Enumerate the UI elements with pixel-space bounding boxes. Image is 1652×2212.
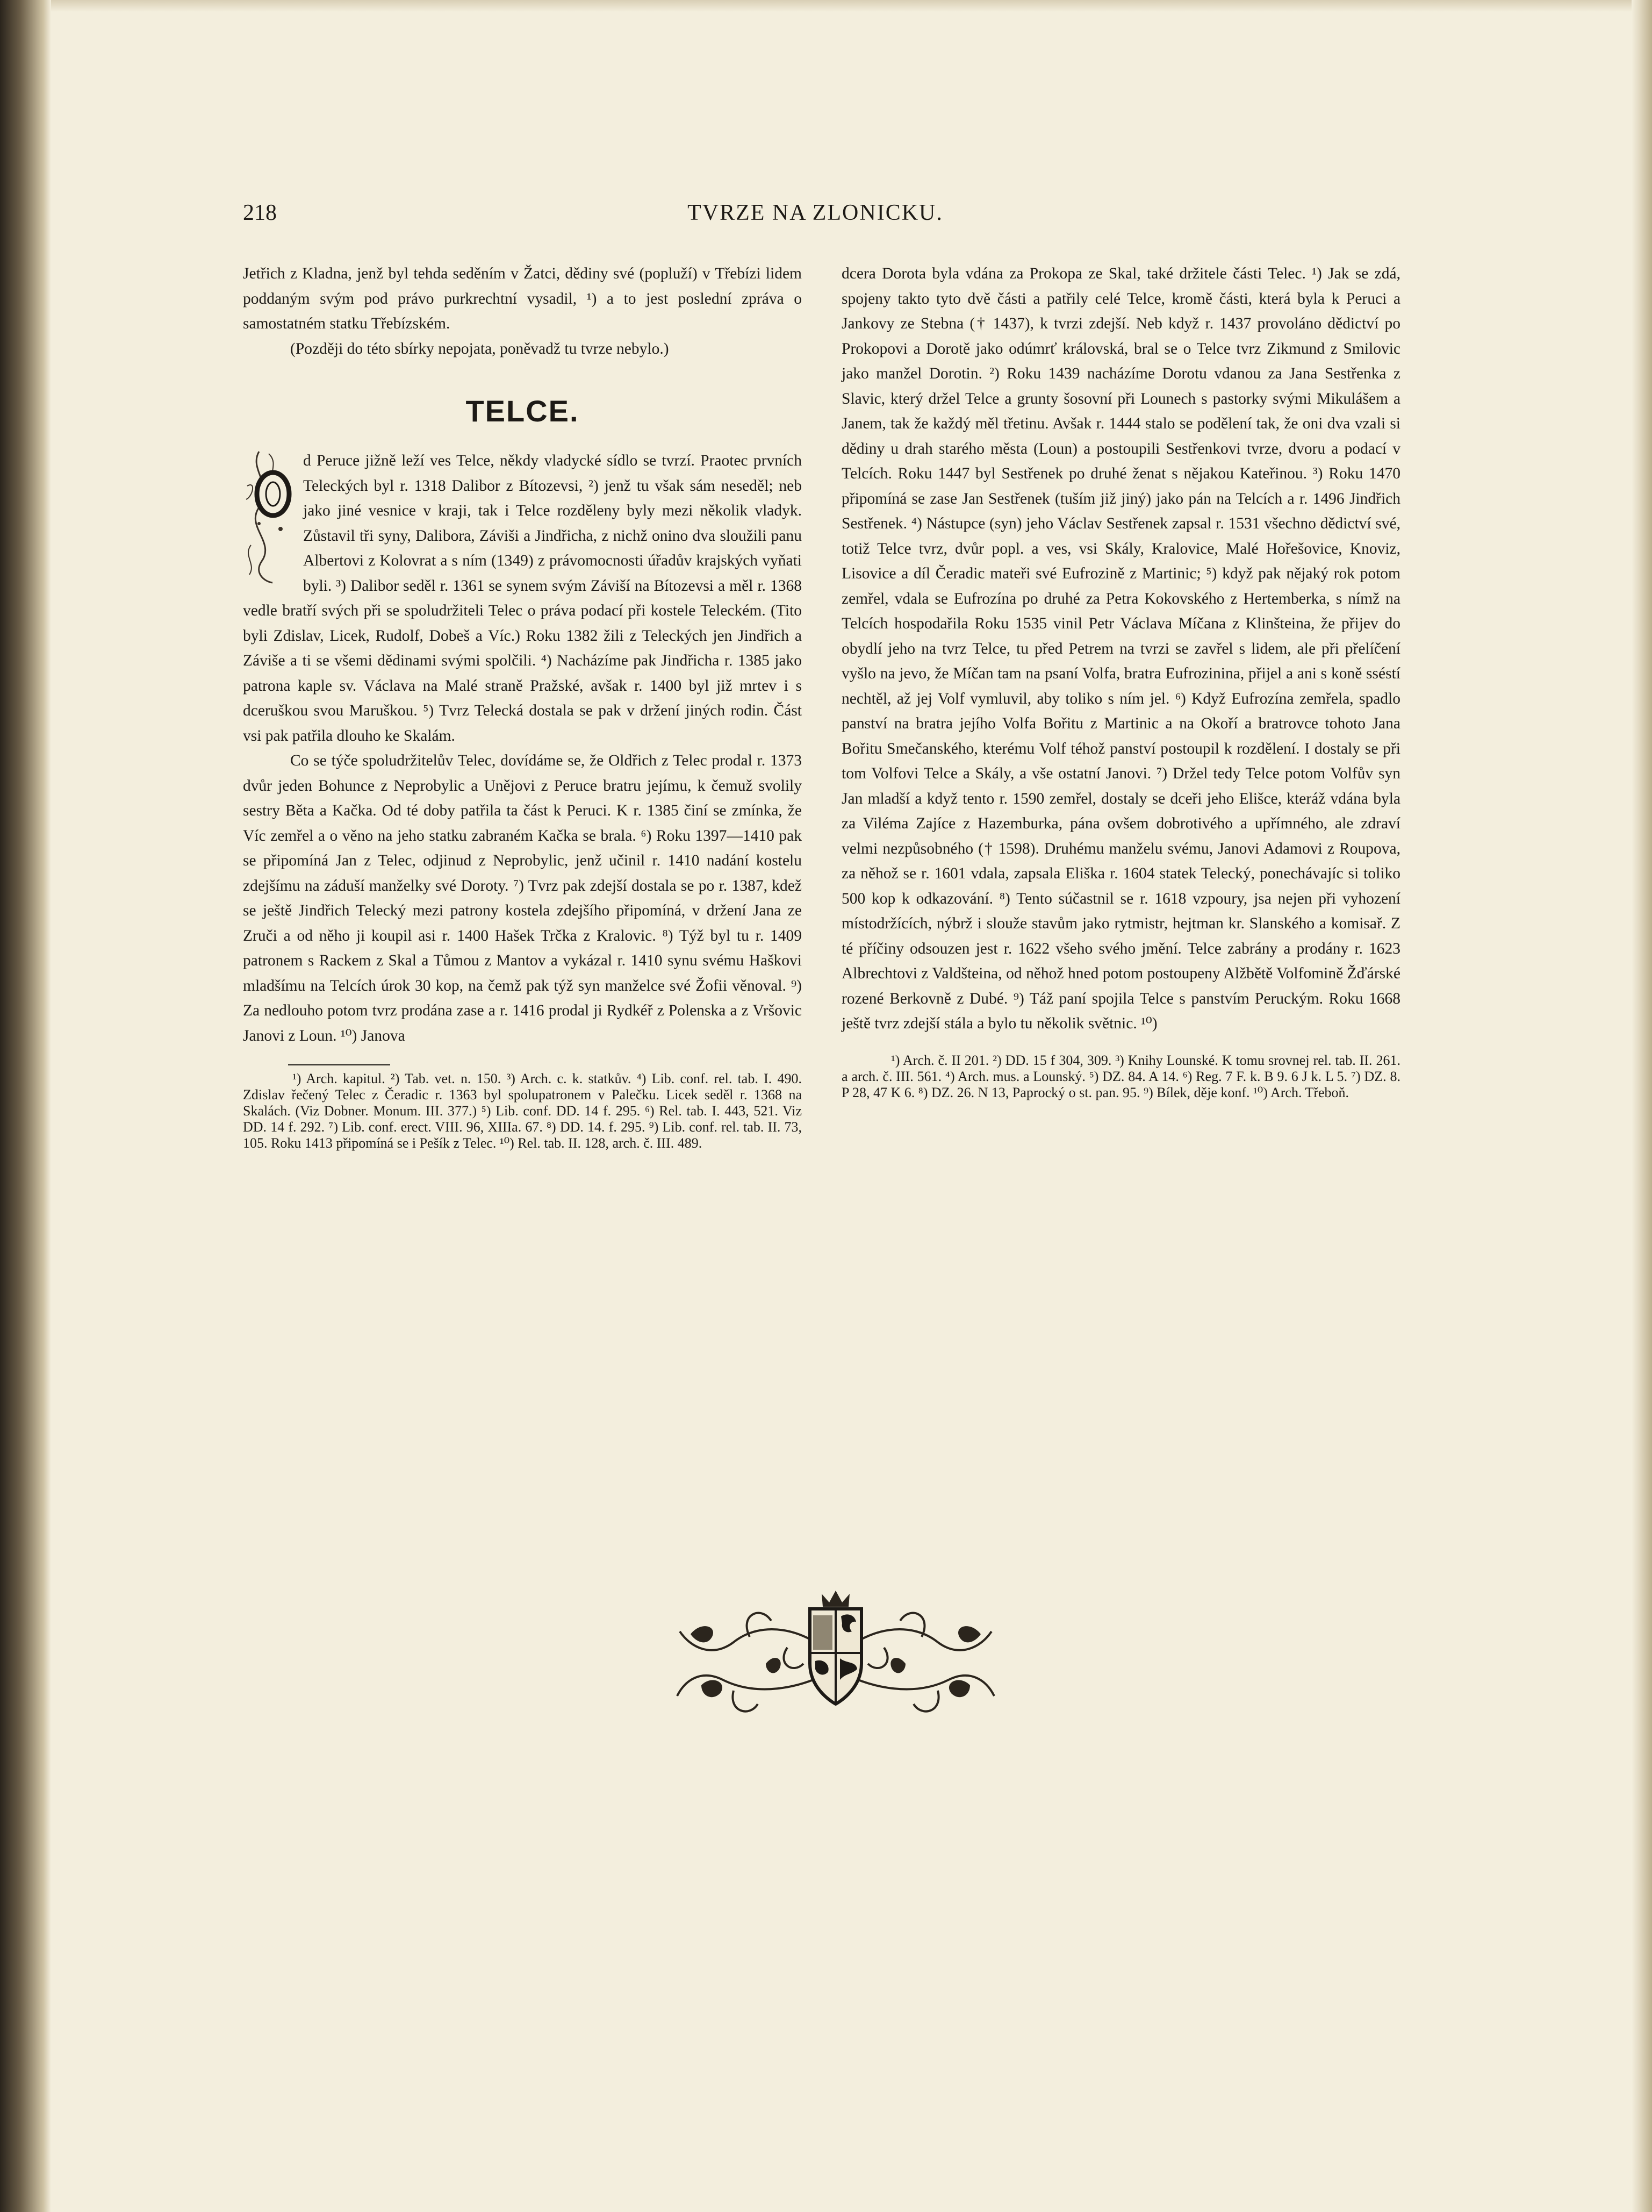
intro-note: (Později do této sbírky nepojata, poněvadž tu tvrze nebylo.) (290, 340, 669, 357)
telce-paragraph-3: dcera Dorota byla vdána za Prokopa ze Skal, také držitele části Telec. ¹) Jak se zdá, spojeny takto tyto dvě části a patřily celé Telce, kromě části, která byla k Peruci a Jankovy ze Stebna († 1437), k tvrzi zdejší. Neb když r. 1437 provoláno dědictví po Prokopovi a Dorotě jako odúmrť královská, bral se o Telce tvrz Zikmund z Smilovic jako manžel Dorotin. ²) Roku 1439 nacházíme Dorotu vdanou za Jana Sestřenka z Slavic, který držel Telce a grunty šosovní při Lounech s pastorky svými Mikulášem a Janem, tak že každý měl třetinu. Avšak r. 1444 stalo se podělení tak, že oni dva vzali si dědiny u drah starého města (Loun) a postoupili Sestřenkovi tvrze, dvoru a podací v Telcích. Roku 1447 byl Sestřenek po druhé ženat s nějakou Kateřinou. ³) Roku 1470 připomíná se zase Jan Sestřenek (tuším již jiný) jako pán na Telcích a r. 1496 Jindřich Sestřenek. ⁴) Nástupce (syn) jeho Václav Sestřenek zapsal r. 1531 všechno dědictví své, totiž Telce tvrz, dvůr popl. a ves, vsi Skály, Kralovice, Malé Hořešovice, Knoviz, Lisovice a díl Čeradic mateři své Eufrozině z Martinic; ⁵) když pak nějaký rok potom zemřel, vdala se Eufrozína po druhé za Petra Kokovského z Hertemberka, s nímž na Telcích hospodařila Roku 1535 vinil Petr Václava Míčana z Klinšteina, že přijev do obydlí jeho na tvrz Telce, tu před Petrem na tvrzi se zavřel s lidem, ale při přelíčení vyšlo na jevo, že Míčan tam na psaní Volfa, bratra Eufrozinina, přijel a ani s koně sséstí nechtěl, až jej Volf vymluvil, aby toliko s ním jel. ⁶) Když Eufrozína zemřela, spadlo panství na bratra jejího Volfa Bořitu z Martinic a na Okoří a bratrovce tohoto Jana Bořitu Smečanského, kterému Volf téhož panství postoupil k rozdělení. I dostaly se při tom Volfovi Telce a Skály, a vše ostatní Janovi. ⁷) Držel tedy Telce potom Volfův syn Jan mladší a když tento r. 1590 zemřel, dostaly se dceři jeho Elišce, kteráž vdána byla za Viléma Zajíce z Hazemburka, pána ovšem dobrotivého a upřímného, ale zdraví velmi nezpůsobného († 1598). Druhému manželu svému, Janovi Adamovi z Roupova, za něhož se r. 1601 vdala, zapsala Eliška r. 1604 statek Telecký, ponechávajíc si toliko 500 kop k odkazování. ⁸) Tento súčastnil se r. 1618 vzpoury, jsa nejen při vyhození místodržících, nýbrž i slouže stavům jako rytmistr, hejtman kr. Slanského a komisař. Z té příčiny odsouzen jest r. 1622 všeho svého jmění. Telce zabrány a prodány r. 1623 Albrechtovi z Valdšteina, od něhož hned potom postoupeny Alžbětě Volfomině Žďárské rozené Berkovně z Dubé. ⁹) Táž paní spojila Telce s panstvím Peruckým. Roku 1668 ještě tvrz zdejší stála a bylo tu několik světnic. ¹⁰) (842, 265, 1400, 1032)
left-column (243, 261, 802, 1151)
footnotes-left: ¹) Arch. kapitul. ²) Tab. vet. n. 150. ³) Arch. c. k. statkův. ⁴) Lib. conf. rel. tab. I. 490. Zdislav řečený Telec z Čeradic r. 1363 byl spolupatronem v Palečku. Licek seděl r. 1368 na Skalách. (Viz Dobner. Monum. III. 377.) ⁵) Lib. conf. DD. 14 f. 295. ⁶) Rel. tab. I. 443, 521. Viz DD. 14 f. 292. ⁷) Lib. conf. erect. VIII. 96, XIIIa. 67. ⁸) DD. 14. f. 295. ⁹) Lib. conf. rel. tab. II. 73, 105. Roku 1413 připomíná se i Pešík z Telec. ¹⁰) Rel. tab. II. 128, arch. č. III. 489. (243, 1071, 802, 1151)
page-number: 218 (243, 201, 277, 225)
telce-paragraph-2: Co se týče spoludržitelův Telec, dovídáme se, že Oldřich z Telec prodal r. 1373 dvůr jeden Bohunce z Neprobylic a Unějovi z Peruce bratru jejímu, k čemuž svolily sestry Běta a Kačka. Od té doby patřila ta část k Peruci. K r. 1385 činí se zmínka, že Víc zemřel a o věno na jeho statku zabraném Kačka se brala. ⁶) Roku 1397—1410 pak se připomíná Jan z Telec, odjinud z Neprobylic, jenž učinil r. 1410 nadání kostelu zdejšímu na záduší manželky své Doroty. ⁷) Tvrz pak zdejší dostala se po r. 1387, kdež se ještě Jindřich Telecký mezi patrony kostela zdejšího připomíná, v držení Jana ze Zruči a od něho ji koupil asi r. 1400 Hašek Trčka z Kralovic. ⁸) Týž byl tu r. 1409 patronem s Rackem z Skal a Tůmou z Mantov a vykázal r. 1410 synu svému Haškovi mladšímu na Telcích úrok 30 kop, na čemž pak týž syn manželce své Žofii věnoval. ⁹) Za nedlouho potom tvrz prodána zase a r. 1416 prodal ji Rydkéř z Polenska a z Vršovic Janovi z Loun. ¹⁰) Janova (243, 752, 802, 1044)
footnotes-right: ¹) Arch. č. II 201. ²) DD. 15 f 304, 309. ³) Knihy Lounské. K tomu srovnej rel. tab. II. 261. a arch. č. III. 561. ⁴) Arch. mus. a Lounský. ⁵) DZ. 84. A 14. ⁶) Reg. 7 F. k. B 9. 6 J k. L 5. ⁷) DZ. 8. P 28, 47 K 6. ⁸) DZ. 26. N 13, Paprocký o st. pan. 95. ⁹) Bílek, děje konf. ¹⁰) Arch. Třeboň. (842, 1052, 1400, 1100)
intro-paragraph: Jetřich z Kladna, jenž byl tehda seděním v Žatci, dědiny své (popluží) v Třebízi lidem poddaným svým pod právo purkrechtní vysadil, ¹) a to jest poslední zpráva o samostatném statku Třebízském. (243, 265, 802, 332)
page-header (243, 200, 1388, 232)
right-column (842, 261, 1400, 1101)
ornamental-initial-o (243, 448, 296, 586)
coat-of-arms-vignette (669, 1583, 1002, 1734)
telce-paragraph-1: d Peruce jižně leží ves Telce, někdy vladycké sídlo se tvrzí. Praotec prvních Teleckých byl r. 1318 Dalibor z Bítozevsi, ²) jenž tu však sám neseděl; neb jako jiné vesnice v kraji, tak i Telce rozděleny byly mezi několik vladyk. Zůstavil tři syny, Dalibora, Záviši a Jindřicha, z nichž onino dva sloužili panu Albertovi z Kolovrat a s ním (1349) z právomocnosti úřadův krajských vyňati byli. ³) Dalibor seděl r. 1361 se synem svým Záviší na Bítozevsi a měl r. 1368 vedle bratří svých při se spoludržiteli Telec o práva podací při kostele Teleckém. (Tito byli Zdislav, Licek, Rudolf, Dobeš a Víc.) Roku 1382 žili z Teleckých jen Jindřich a Záviše a ti se všemi dědinami svými spolčili. ⁴) Nacházíme pak Jindřicha r. 1385 jako patrona kaple sv. Václava na Malé straně Pražské, avšak r. 1400 byl již mrtev i s dceruškou svou Maruškou. ⁵) Tvrz Telecká dostala se pak v držení jiných rodin. Část vsi pak patřila dlouho ke Skalám. (243, 452, 802, 745)
page-top-edge (51, 0, 1652, 12)
section-title: TELCE. (465, 394, 579, 428)
page-right-edge (1632, 0, 1652, 2212)
book-spine-shadow (0, 0, 51, 2212)
footnote-rule (288, 1064, 390, 1065)
running-title: TVRZE NA ZLONICKU. (687, 201, 943, 225)
